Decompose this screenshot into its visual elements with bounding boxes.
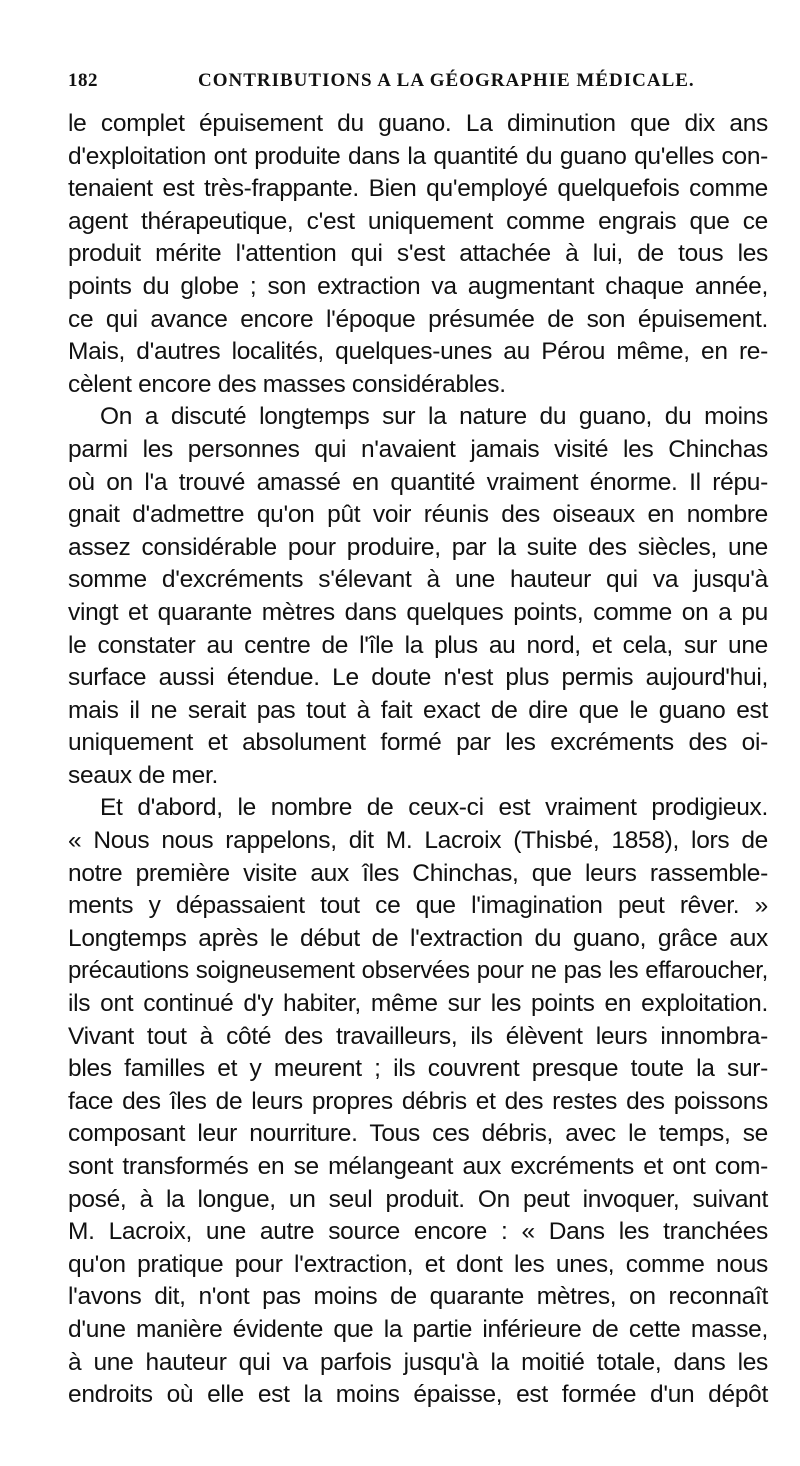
text-line: seaux de mer.	[68, 761, 218, 789]
text-line: parmi les personnes qui n'avaient jamais visité les Chinchas	[68, 435, 768, 463]
text-line: face des îles de leurs propres débris et des restes des poissons	[68, 1087, 768, 1115]
text-line: à une hauteur qui va parfois jusqu'à la moitié totale, dans les	[68, 1348, 768, 1376]
text-line: « Nous nous rappelons, dit M. Lacroix (Thisbé, 1858), lors de	[68, 827, 768, 855]
text-line: précautions soigneusement observées pour ne pas les effaroucher,	[68, 957, 768, 985]
body-text	[68, 108, 768, 1412]
text-line: assez considérable pour produire, par la suite des siècles, une	[68, 533, 768, 561]
text-line: tenaient est très-frappante. Bien qu'employé quelquefois comme	[68, 175, 768, 203]
text-line: Longtemps après le début de l'extraction du guano, grâce aux	[68, 924, 768, 952]
text-line: points du globe ; son extraction va augmentant chaque année,	[68, 272, 768, 300]
text-line: ils ont continué d'y habiter, même sur les points en exploitation.	[68, 990, 768, 1018]
text-line: vingt et quarante mètres dans quelques points, comme on a pu	[68, 598, 768, 626]
text-line: surface aussi étendue. Le doute n'est plus permis aujourd'hui,	[68, 664, 768, 692]
text-line: où on l'a trouvé amassé en quantité vraiment énorme. Il répu-	[68, 468, 768, 496]
text-line: endroits où elle est la moins épaisse, est formée d'un dépôt	[68, 1381, 768, 1409]
text-line: l'avons dit, n'ont pas moins de quarante mètres, on reconnaît	[68, 1283, 768, 1311]
text-line: uniquement et absolument formé par les excréments des oi-	[68, 729, 768, 757]
text-line: Mais, d'autres localités, quelques-unes au Pérou même, en re-	[68, 338, 768, 366]
text-line: le constater au centre de l'île la plus au nord, et cela, sur une	[68, 631, 768, 659]
text-line: produit mérite l'attention qui s'est attachée à lui, de tous les	[68, 240, 768, 268]
text-line: M. Lacroix, une autre source encore : « Dans les tranchées	[68, 1218, 768, 1246]
text-line: d'une manière évidente que la partie inférieure de cette masse,	[68, 1315, 768, 1343]
text-line: ce qui avance encore l'époque présumée de son épuisement.	[68, 305, 768, 333]
running-title: CONTRIBUTIONS A LA GÉOGRAPHIE MÉDICALE.	[198, 70, 695, 91]
text-line: cèlent encore des masses considérables.	[68, 370, 506, 398]
text-line: somme d'excréments s'élevant à une hauteur qui va jusqu'à	[68, 566, 768, 594]
text-line: posé, à la longue, un seul produit. On peut invoquer, suivant	[68, 1185, 768, 1213]
text-line: agent thérapeutique, c'est uniquement comme engrais que ce	[68, 207, 768, 235]
text-line: d'exploitation ont produite dans la quantité du guano qu'elles con-	[68, 142, 768, 170]
text-line: mais il ne serait pas tout à fait exact de dire que le guano est	[68, 696, 768, 724]
text-line: notre première visite aux îles Chinchas, que leurs rassemble-	[68, 859, 768, 887]
page-number: 182	[68, 70, 98, 91]
page-header	[68, 70, 780, 100]
text-line: bles familles et y meurent ; ils couvrent presque toute la sur-	[68, 1055, 768, 1083]
text-line: Et d'abord, le nombre de ceux-ci est vraiment prodigieux.	[100, 794, 768, 822]
text-line: le complet épuisement du guano. La diminution que dix ans	[68, 110, 768, 137]
text-line: ments y dépassaient tout ce que l'imagination peut rêver. »	[68, 892, 768, 920]
text-line: sont transformés en se mélangeant aux excréments et ont com-	[68, 1153, 768, 1180]
text-line: gnait d'admettre qu'on pût voir réunis des oiseaux en nombre	[68, 501, 768, 529]
text-line: qu'on pratique pour l'extraction, et dont les unes, comme nous	[68, 1250, 768, 1278]
text-line: On a discuté longtemps sur la nature du guano, du moins	[100, 403, 768, 431]
text-line: Vivant tout à côté des travailleurs, ils élèvent leurs innombra-	[68, 1022, 768, 1050]
text-line: composant leur nourriture. Tous ces débris, avec le temps, se	[68, 1120, 768, 1148]
